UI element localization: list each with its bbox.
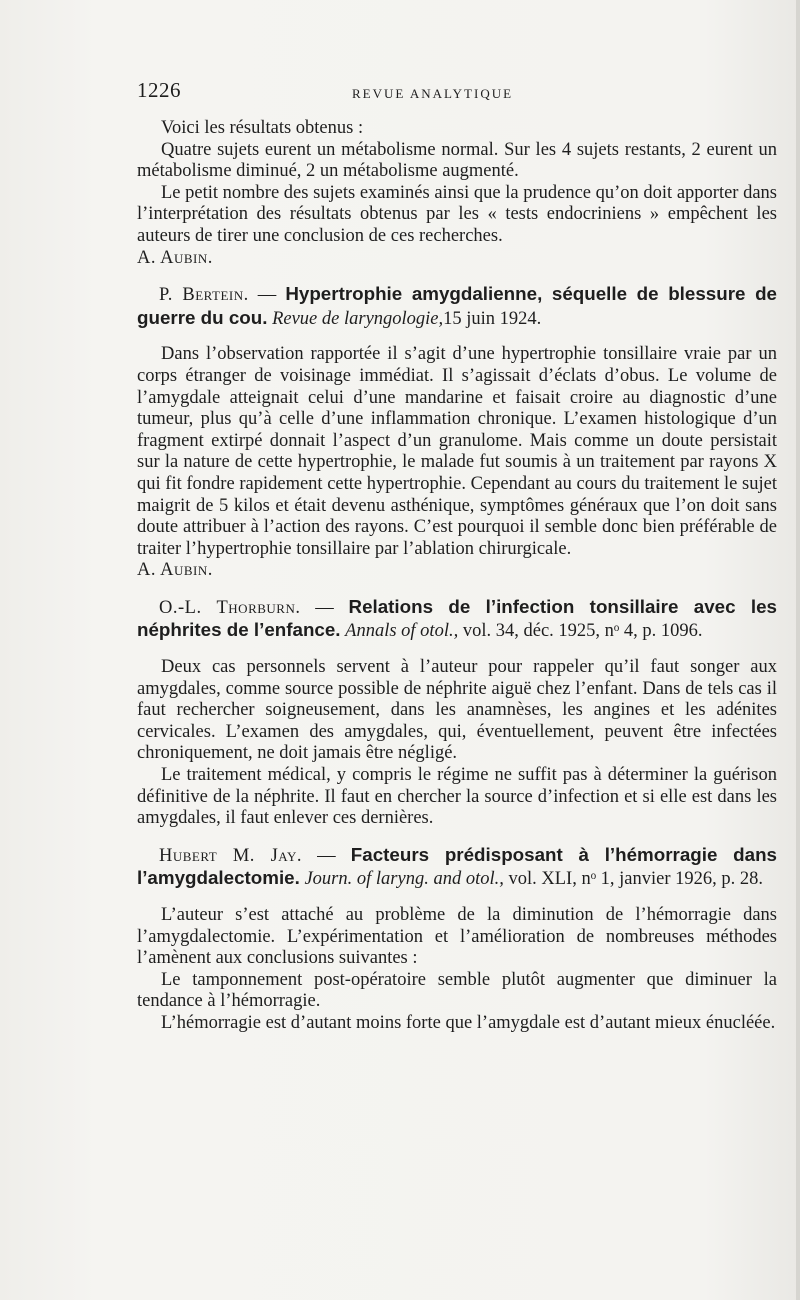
entry-citation: vol. XLI, nᵒ 1, janvier 1926, p. 28.: [508, 869, 764, 890]
page-header: [137, 72, 777, 112]
entry-citation: 15 juin 1924.: [443, 308, 542, 329]
signature: A. Aubin.: [137, 560, 213, 581]
paragraph: L’hémorragie est d’autant moins forte que l’amygdale est d’autant mieux énucléée.: [161, 1012, 776, 1033]
review-entry: [137, 844, 777, 1035]
paragraph: Deux cas personnels servent à l’auteur pour rappeler qu’il faut songer aux amygdales, comme source possible de néphrite aiguë chez l’enfant. Dans de tels cas il faut rechercher soigneusement, dans les anamnèses, les angines et les adénites cervicales. L’examen des amygdales, qui, éventuellement, peuvent être infectées chroniquement, ne doit jamais être négligé.: [137, 657, 777, 764]
paragraph: L’auteur s’est attaché au problème de la diminution de l’hémorragie dans l’amygdalectomie. L’expérimentation et l’amélioration de nombreuses méthodes l’amènent aux conclusions suivantes :: [137, 905, 777, 969]
paragraph: Le traitement médical, y compris le régime ne suffit pas à déterminer la guérison définitive de la néphrite. Il faut en chercher la source d’infection et si elle est dans les amygdales, il faut enlever ces dernières.: [137, 765, 777, 829]
paragraph: Voici les résultats obtenus :: [161, 118, 364, 138]
paragraph: Dans l’observation rapportée il s’agit d’une hypertrophie tonsillaire vraie par un corps étranger de voisinage immédiat. Il s’agissait d’éclats d’obus. Le volume de l’amygdale atteignait celui d’une mandarine et faisait croire au diagnostic d’une tumeur, plus qu’à celle d’une inflammation chronique. L’examen histologique d’un fragment extirpé donnait l’aspect d’un granulome. Mais comme un doute persistait sur la nature de cette hypertrophie, le malade fut soumis à un traitement par rayons X qui fit fondre rapidement cette hypertrophie. Cependant au cours du traitement le sujet maigrit de 5 kilos et était devenu asthénique, symptômes généraux que l’on doit sans doute attribuer à l’action des rayons. C’est pourquoi il semble donc bien préférable de traiter l’hypertrophie tonsillaire par l’ablation chirurgicale.: [137, 344, 777, 559]
paragraph: Le petit nombre des sujets examinés ainsi que la prudence qu’on doit apporter dans l’interprétation des résultats obtenus par les « tests endocriniens » empêchent les auteurs de tirer une conclusion de ces recherches.: [137, 182, 777, 246]
entry-heading: O.-L. Thorburn. — Relations de l’infection tonsillaire avec les néphrites de l’enfance. Annals of otol., vol. 34, déc. 1925, nᵒ 4, p. 1096.: [137, 595, 777, 642]
entry-author: O.-L. Thorburn.: [159, 597, 301, 618]
entry-title: Hypertrophie amygdalienne, séquelle de blessure de guerre du cou.: [137, 283, 777, 328]
entry-title: Relations de l’infection tonsillaire avec les néphrites de l’enfance.: [137, 595, 777, 641]
intro-section: [137, 118, 777, 269]
entry-citation: vol. 34, déc. 1925, nᵒ 4, p. 1096.: [462, 621, 703, 642]
entry-journal: Revue de laryngologie,: [272, 308, 444, 329]
entry-journal: Journ. of laryng. and otol.,: [304, 869, 504, 890]
paragraph: Quatre sujets eurent un métabolisme normal. Sur les 4 sujets restants, 2 eurent un métabolisme diminué, 2 un métabolisme augmenté.: [137, 139, 777, 182]
entry-author: Hubert M. Jay.: [159, 845, 302, 866]
page-body: [137, 118, 777, 1035]
review-entry: [137, 596, 777, 830]
entry-journal: Annals of otol.,: [345, 621, 459, 642]
signature: A. Aubin.: [137, 247, 213, 268]
entry-heading: Hubert M. Jay. — Facteurs prédisposant à l’hémorragie dans l’amygdalectomie. Journ. of laryng. and otol., vol. XLI, nᵒ 1, janvier 1926, p. 28.: [137, 843, 777, 890]
entry-author: P. Bertein.: [159, 285, 249, 306]
entry-heading: P. Bertein. — Hypertrophie amygdalienne, séquelle de blessure de guerre du cou. Revue de laryngologie,15 juin 1924.: [137, 283, 777, 329]
entry-title: Facteurs prédisposant à l’hémorragie dans l’amygdalectomie.: [137, 843, 777, 889]
page-edge-shadow: [796, 0, 800, 1300]
page-number: 1226: [137, 78, 181, 102]
running-head: REVUE ANALYTIQUE: [352, 86, 514, 101]
review-entry: [137, 283, 777, 582]
paragraph: Le tamponnement post-opératoire semble plutôt augmenter que diminuer la tendance à l’hémorragie.: [137, 969, 777, 1012]
